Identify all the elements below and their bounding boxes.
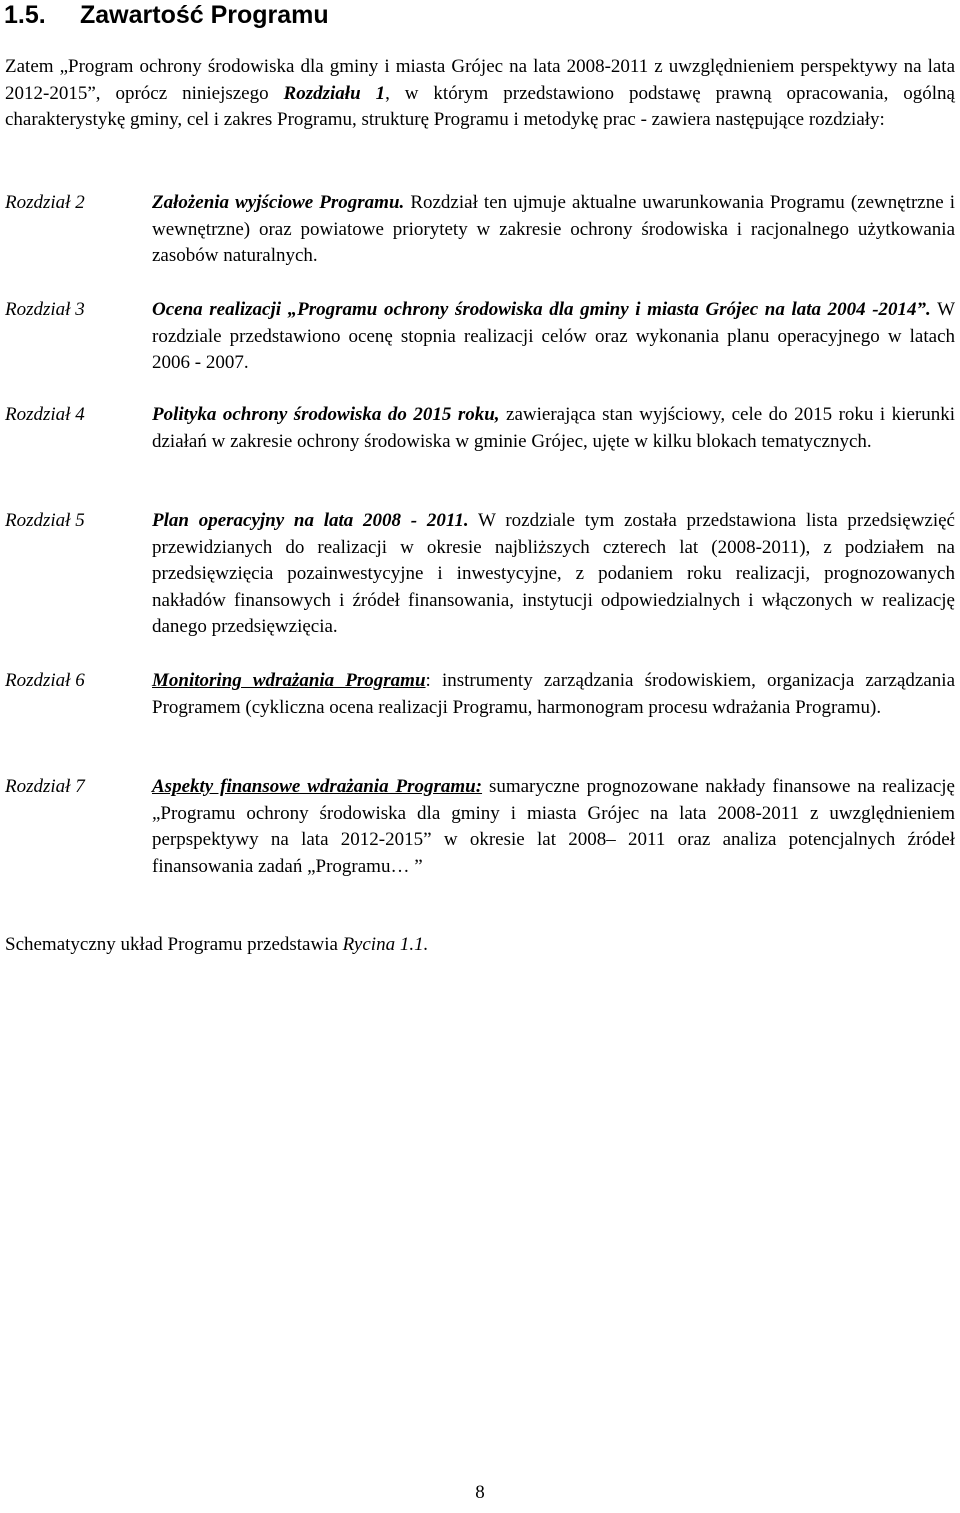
chapter-text-4: zawierająca stan wyjściowy, cele do 2015 roku i kierunki działań w zakresie ochrony środowiska w gminie Grójec, ujęte w kilku blokach tematycznych.: [152, 404, 955, 452]
intro-text-end: , w którym przedstawiono podstawę prawną opracowania, ogólną charakterystykę gminy, cel i zakres Programu, strukturę Programu i metodykę prac - zawiera następujące rozdziały:: [5, 82, 955, 130]
chapter-label-7: Rozdział 7: [5, 776, 85, 797]
chapter-description-4: [152, 402, 955, 455]
chapter-description-5: [152, 508, 955, 641]
chapter-text-2: Rozdział ten ujmuje aktualne uwarunkowania Programu (zewnętrzne i wewnętrzne) oraz powiatowe priorytety w zakresie ochrony środowiska i racjonalnego użytkowania zasobów naturalnych.: [152, 192, 955, 266]
chapter-lead-2: Założenia wyjściowe Programu.: [152, 192, 405, 213]
chapter-description-2: [152, 190, 955, 270]
intro-emphasis: Rozdziału 1: [283, 82, 386, 104]
chapter-text-6: : instrumenty zarządzania środowiskiem, organizacja zarządzania Programem (cykliczna ocena realizacji Programu, harmonogram procesu wdrażania Programu).: [152, 670, 956, 718]
section-number: 1.5.: [4, 1, 46, 29]
chapter-lead-4: Polityka ochrony środowiska do 2015 roku,: [152, 404, 500, 425]
figure-reference: Rycina 1.1.: [342, 934, 429, 955]
intro-text-start: Zatem „Program ochrony środowiska dla gminy i miasta Grójec na lata 2008-2011 z uwzględnieniem perspektywy na lata 2012-2015”, oprócz niniejszego: [5, 56, 955, 104]
page-number: 8: [475, 1482, 485, 1503]
chapter-description-7: [152, 774, 955, 880]
summary-text: Schematyczny układ Programu przedstawia: [5, 934, 343, 955]
intro-paragraph: [5, 54, 955, 134]
summary-sentence: [5, 932, 428, 959]
chapter-lead-7: Aspekty finansowe wdrażania Programu:: [152, 776, 483, 797]
chapter-text-5: W rozdziale tym została przedstawiona lista przedsięwzięć przewidzianych do realizacji w okresie najbliższych czterech lat (2008-2011), z podziałem na przedsięwzięcia pozainwestycyjne i inwestycyjne, z podaniem roku realizacji, prognozowanych nakładów finansowych i źródeł finansowania, instytucji odpowiedzialnych i włączonych w realizację danego przedsięwzięcia.: [152, 510, 955, 637]
chapter-text-7: sumaryczne prognozowane nakłady finansowe na realizację „Programu ochrony środowiska dla gminy i miasta Grójec na lata 2008-2011 z uwzględnieniem perpspektywy na lata 2012-2015” w okresie lat 2008– 2011 oraz analiza potencjalnych źródeł finansowania zadań „Programu… ”: [152, 776, 955, 877]
section-heading: [4, 0, 329, 30]
chapter-label-2: Rozdział 2: [5, 192, 85, 213]
chapter-label-6: Rozdział 6: [5, 670, 85, 691]
chapter-description-6: [152, 668, 955, 721]
chapter-lead-5: Plan operacyjny na lata 2008 - 2011.: [152, 510, 469, 531]
chapter-description-3: [152, 297, 955, 377]
chapter-label-4: Rozdział 4: [5, 404, 85, 425]
chapter-label-3: Rozdział 3: [5, 299, 85, 320]
chapter-lead-3: Ocena realizacji „Programu ochrony środowiska dla gminy i miasta Grójec na lata 2004 -2014”.: [152, 299, 931, 320]
chapter-label-5: Rozdział 5: [5, 510, 85, 531]
chapter-lead-6: Monitoring wdrażania Programu: [152, 670, 426, 691]
section-title: Zawartość Programu: [80, 1, 329, 29]
chapter-text-3: W rozdziale przedstawiono ocenę stopnia realizacji celów oraz wykonania planu operacyjnego w latach 2006 - 2007.: [152, 299, 956, 373]
